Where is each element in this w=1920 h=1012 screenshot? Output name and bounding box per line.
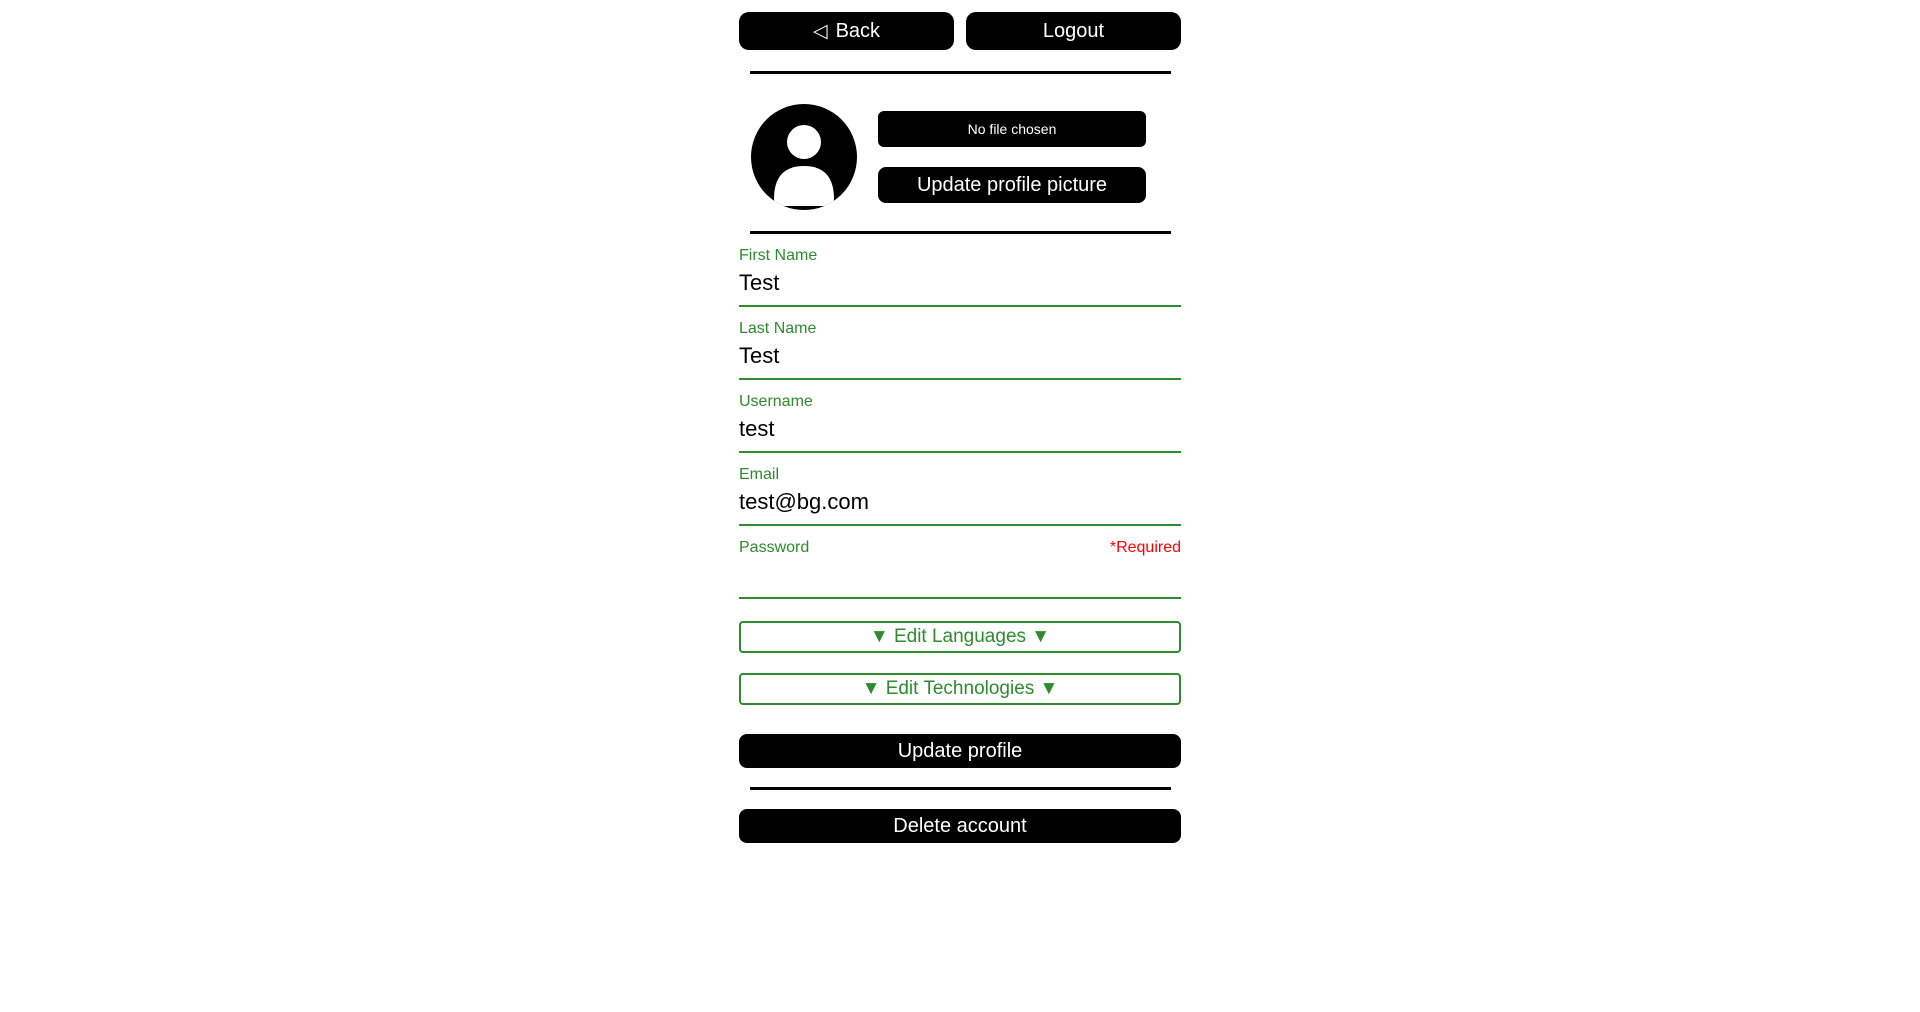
edit-technologies-label: ▼ Edit Technologies ▼ — [861, 678, 1059, 699]
back-button[interactable] — [739, 12, 954, 50]
username-input[interactable] — [739, 411, 1181, 453]
picture-upload-controls — [878, 111, 1146, 203]
email-field — [739, 465, 1181, 526]
edit-languages-button[interactable] — [739, 621, 1181, 653]
first-name-field — [739, 246, 1181, 307]
top-divider — [750, 71, 1171, 74]
edit-languages-label: ▼ Edit Languages ▼ — [869, 626, 1051, 647]
avatar — [751, 104, 857, 210]
last-name-label: Last Name — [739, 320, 817, 337]
profile-picture-section — [739, 104, 1181, 210]
first-name-label: First Name — [739, 247, 818, 264]
password-field — [739, 538, 1181, 599]
username-field — [739, 392, 1181, 453]
username-label: Username — [739, 393, 813, 410]
logout-button[interactable] — [966, 12, 1181, 50]
file-chooser-button[interactable] — [878, 111, 1146, 147]
delete-account-button[interactable] — [739, 809, 1181, 843]
person-icon — [751, 104, 857, 210]
password-label: Password — [739, 539, 810, 556]
first-name-input[interactable] — [739, 265, 1181, 307]
update-profile-button[interactable] — [739, 734, 1181, 768]
email-input[interactable] — [739, 484, 1181, 526]
password-required-note: *Required — [1109, 539, 1181, 556]
last-name-input[interactable] — [739, 338, 1181, 380]
avatar-form-divider — [750, 231, 1171, 234]
bottom-divider — [750, 787, 1171, 790]
last-name-field — [739, 319, 1181, 380]
profile-form — [739, 246, 1181, 768]
file-status-label: No file chosen — [967, 121, 1057, 137]
update-profile-picture-button[interactable] — [878, 167, 1146, 203]
top-button-bar — [739, 12, 1181, 50]
email-label: Email — [739, 466, 780, 483]
back-button-label: Back — [835, 19, 881, 42]
back-arrow-icon: ◁ — [812, 20, 828, 42]
edit-technologies-button[interactable] — [739, 673, 1181, 705]
update-profile-picture-label: Update profile picture — [916, 173, 1108, 196]
password-input[interactable] — [739, 557, 1181, 599]
profile-edit-page — [739, 0, 1181, 843]
delete-account-label: Delete account — [893, 814, 1027, 837]
logout-button-label: Logout — [1042, 19, 1105, 42]
update-profile-label: Update profile — [897, 739, 1023, 762]
